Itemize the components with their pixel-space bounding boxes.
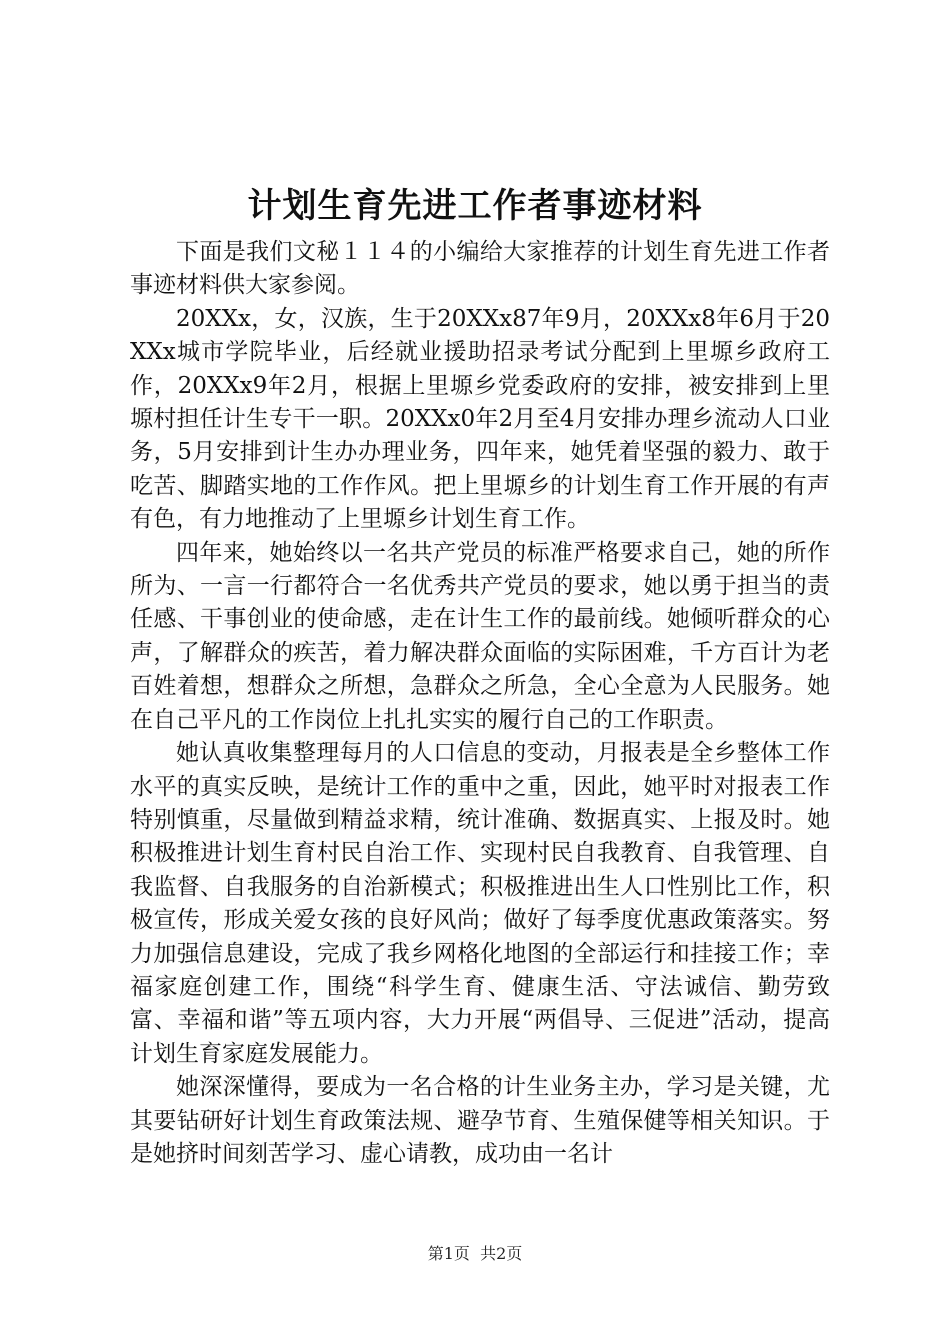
page-footer	[0, 1243, 950, 1265]
document-title: 计划生育先进工作者事迹材料	[247, 186, 703, 226]
paragraph-learning: 她深深懂得，要成为一名合格的计生业务主办，学习是关键，尤其要钻研好计划生育政策法规、避孕节育、生殖保健等相关知识。于是她挤时间刻苦学习、虚心请教，成功由一名计	[130, 1074, 830, 1167]
paragraph-profile: 20XXx，女，汉族，生于20XXx87年9月，20XXx8年6月于20XXx城市学院毕业，后经就业援助招录考试分配到上里塬乡政府工作，20XXx9年2月，根据上里塬乡党委政府的安排，被安排到上里塬村担任计生专干一职。20XXx0年2月至4月安排办理乡流动人口业务，5月安排到计生办办理业务，四年来，她凭着坚强的毅力、敢于吃苦、脚踏实地的工作作风。把上里塬乡的计划生育工作开展的有声有色，有力地推动了上里塬乡计划生育工作。	[130, 305, 830, 533]
paragraph-statistics-work: 她认真收集整理每月的人口信息的变动，月报表是全乡整体工作水平的真实反映，是统计工作的重中之重，因此，她平时对报表工作特别慎重，尽量做到精益求精，统计准确、数据真实、上报及时。她积极推进计划生育村民自治工作、实现村民自我教育、自我管理、自我监督、自我服务的自治新模式；积极推进出生人口性别比工作，积极宣传，形成关爱女孩的良好风尚；做好了每季度优惠政策落实。努力加强信息建设，完成了我乡网格化地图的全部运行和挂接工作；幸福家庭创建工作，围绕“科学生育、健康生活、守法诚信、勤劳致富、幸福和谐”等五项内容，大力开展“两倡导、三促进”活动，提高计划生育家庭发展能力。	[130, 740, 830, 1067]
page-number: 第1页	[427, 1244, 470, 1263]
document-body	[130, 236, 830, 1171]
paragraph-intro: 下面是我们文秘１１４的小编给大家推荐的计划生育先进工作者事迹材料供大家参阅。	[130, 239, 830, 299]
paragraph-party-member: 四年来，她始终以一名共产党员的标准严格要求自己，她的所作所为、一言一行都符合一名优秀共产党员的要求，她以勇于担当的责任感、干事创业的使命感，走在计生工作的最前线。她倾听群众的心声，了解群众的疾苦，着力解决群众面临的实际困难，千方百计为老百姓着想，想群众之所想，急群众之所急，全心全意为人民服务。她在自己平凡的工作岗位上扎扎实实的履行自己的工作职责。	[130, 539, 830, 733]
page-total: 共2页	[480, 1244, 523, 1263]
